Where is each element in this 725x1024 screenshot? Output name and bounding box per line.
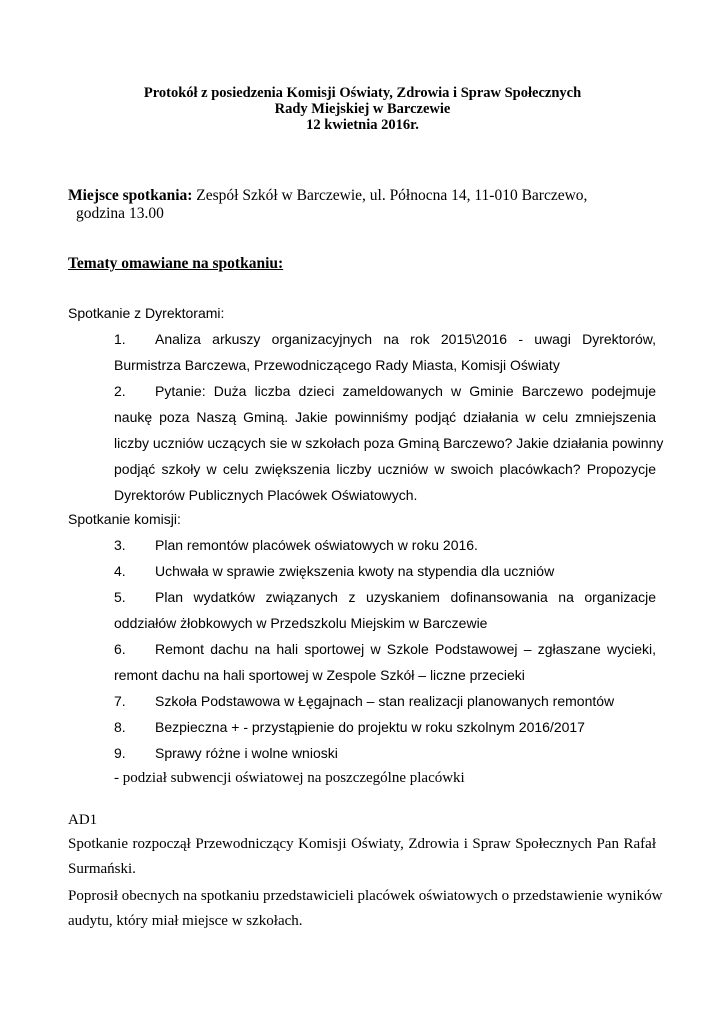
item-text-line: Sprawy różne i wolne wnioski (155, 745, 338, 761)
item-text-line: Burmistrza Barczewa, Przewodniczącego Rady Miasta, Komisji Oświaty (114, 357, 560, 373)
item-text-line: podjąć szkoły w celu zwiększenia liczby uczniów w swoich placówkach? Propozycje (114, 461, 656, 477)
header-title-line-1: Protokół z posiedzenia Komisji Oświaty, Zdrowia i Spraw Społecznych (143, 85, 582, 101)
item-number: 4. (114, 563, 126, 579)
meeting-place (68, 187, 587, 205)
item-number: 5. (114, 589, 126, 605)
item-number: 9. (114, 745, 126, 761)
item-number: 2. (114, 383, 126, 399)
item-text-line: Plan wydatków związanych z uzyskaniem dofinansowania na organizacje (155, 589, 656, 605)
item-text-line: oddziałów żłobkowych w Przedszkolu Miejskim w Barczewie (114, 615, 488, 631)
item-number: 8. (114, 719, 126, 735)
ad1-paragraph-line: Surmański. (68, 861, 136, 877)
committee-section-title: Spotkanie komisji: (68, 511, 181, 527)
item-number: 1. (114, 331, 126, 347)
ad1-paragraph-line: Spotkanie rozpoczął Przewodniczący Komisji Oświaty, Zdrowia i Spraw Społecznych Pan Rafał (68, 836, 656, 852)
item-text-line: liczby uczniów uczących sie w szkołach poza Gminą Barczewo? Jakie działania powinny (114, 435, 664, 451)
item-number: 7. (114, 693, 126, 709)
header-date: 12 kwietnia 2016r. (306, 117, 419, 133)
document-header (0, 85, 725, 133)
ad1-paragraph-line: audytu, który miał miejsce w szkołach. (68, 913, 303, 929)
ad1-title: AD1 (68, 812, 98, 828)
meeting-place-value: Zespół Szkół w Barczewie, ul. Północna 14, 11-010 Barczewo, (192, 187, 588, 204)
header-title-line-2: Rady Miejskiej w Barczewie (274, 101, 451, 117)
item-text-line: Remont dachu na hali sportowej w Szkole Podstawowej – zgłaszane wycieki, (155, 641, 656, 657)
ad1-paragraph-line: Poprosił obecnych na spotkaniu przedstawicieli placówek oświatowych o przedstawienie wyników (68, 888, 663, 904)
meeting-time: godzina 13.00 (76, 205, 164, 222)
item-text-line: Dyrektorów Publicznych Placówek Oświatowych. (114, 487, 418, 503)
item-text-line: Uchwała w sprawie zwiększenia kwoty na stypendia dla uczniów (155, 563, 555, 579)
meeting-place-label: Miejsce spotkania: (68, 187, 193, 204)
item-text-line: Pytanie: Duża liczba dzieci zameldowanych w Gminie Barczewo podejmuje (155, 383, 656, 399)
directors-section-title: Spotkanie z Dyrektorami: (68, 305, 225, 321)
topics-heading: Tematy omawiane na spotkaniu: (68, 255, 284, 272)
item-number: 3. (114, 537, 126, 553)
item-text-line: remont dachu na hali sportowej w Zespole Szkół – liczne przecieki (114, 667, 525, 683)
item-text-line: Plan remontów placówek oświatowych w roku 2016. (155, 537, 478, 553)
item-text-line: Szkoła Podstawowa w Łęgajnach – stan realizacji planowanych remontów (155, 693, 615, 709)
item-text-line: Bezpieczna + - przystąpienie do projektu w roku szkolnym 2016/2017 (155, 719, 585, 735)
item-number: 6. (114, 641, 126, 657)
subitem-line: - podział subwencji oświatowej na poszczególne placówki (114, 770, 465, 786)
item-text-line: naukę poza Naszą Gminą. Jakie powinniśmy podjąć działania w celu zmniejszenia (114, 409, 656, 425)
item-text-line: Analiza arkuszy organizacyjnych na rok 2015\2016 - uwagi Dyrektorów, (155, 331, 656, 347)
